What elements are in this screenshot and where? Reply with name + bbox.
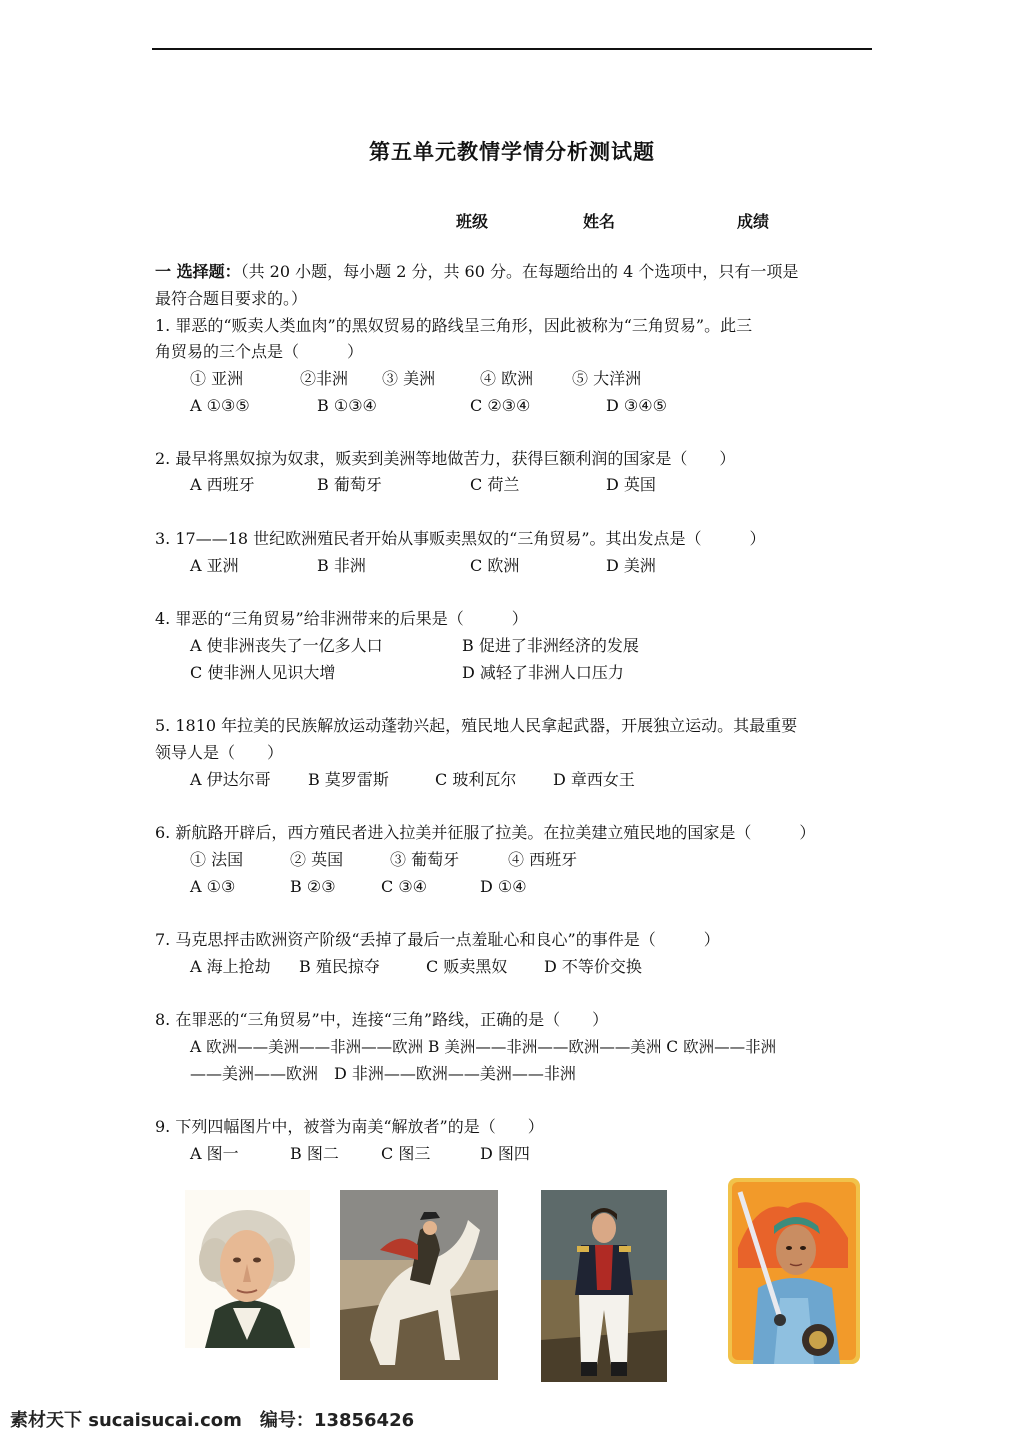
q9-option-d: D 图四	[480, 1144, 530, 1163]
q2-option-c: C 荷兰	[470, 475, 520, 494]
q1-item-2: ②非洲	[300, 369, 349, 388]
q2-stem: 2. 最早将黑奴掠为奴隶，贩卖到美洲等地做苦力，获得巨额利润的国家是（ ）	[155, 449, 736, 468]
q9-stem: 9. 下列四幅图片中，被誉为南美“解放者”的是（ ）	[155, 1117, 544, 1136]
q1-stem-2: 角贸易的三个点是（ ）	[155, 342, 364, 361]
name-label: 姓名	[583, 212, 616, 231]
q9-option-c: C 图三	[381, 1144, 431, 1163]
q6-item-3: ③ 葡萄牙	[390, 850, 460, 869]
q6-option-d: D ①④	[480, 877, 527, 896]
page-title: 第五单元教情学情分析测试题	[369, 140, 655, 164]
header-rule	[152, 48, 872, 50]
q4-option-b: B 促进了非洲经济的发展	[462, 636, 639, 655]
watermark-bar	[0, 1400, 1024, 1442]
equestrian-painting-icon	[340, 1190, 498, 1380]
q4-option-a: A 使非洲丧失了一亿多人口	[190, 636, 383, 655]
q8-options-1: A 欧洲——美洲——非洲——欧洲 B 美洲——非洲——欧洲——美洲 C 欧洲——非洲	[190, 1038, 777, 1056]
officer-portrait-icon	[541, 1190, 667, 1382]
q7-option-b: B 殖民掠夺	[299, 957, 380, 976]
q3-option-c: C 欧洲	[470, 556, 520, 575]
q5-stem-1: 5. 1810 年拉美的民族解放运动蓬勃兴起，殖民地人民拿起武器，开展独立运动。其最重要	[155, 716, 798, 735]
q1-option-a: A ①③⑤	[190, 396, 250, 415]
q6-option-c: C ③④	[381, 877, 428, 896]
q6-option-a: A ①③	[190, 877, 236, 896]
q1-option-c: C ②③④	[470, 396, 531, 415]
q7-option-c: C 贩卖黑奴	[426, 957, 508, 976]
portrait-icon	[185, 1190, 310, 1348]
section-instruction: （共 20 小题，每小题 2 分，共 60 分。在每题给出的 4 个选项中，只有一项是	[240, 262, 799, 281]
q1-stem-1: 1. 罪恶的“贩卖人类血肉”的黑奴贸易的路线呈三角形，因此被称为“三角贸易”。此三	[155, 316, 753, 335]
section-heading-line	[155, 261, 798, 283]
q5-option-d: D 章西女王	[553, 770, 635, 789]
q8-options-2: ——美洲——欧洲 D 非洲——欧洲——美洲——非洲	[190, 1064, 576, 1083]
q7-stem: 7. 马克思抨击欧洲资产阶级“丢掉了最后一点羞耻心和良心”的事件是（ ）	[155, 930, 720, 949]
q4-option-d: D 减轻了非洲人口压力	[462, 663, 624, 682]
q3-option-d: D 美洲	[606, 556, 656, 575]
q7-option-a: A 海上抢劫	[190, 957, 271, 976]
q1-option-d: D ③④⑤	[606, 396, 667, 415]
q5-stem-2: 领导人是（ ）	[155, 743, 284, 762]
q9-option-a: A 图一	[190, 1144, 239, 1163]
section-instruction-2: 最符合题目要求的。）	[155, 289, 308, 308]
q6-item-1: ① 法国	[190, 850, 244, 869]
q1-option-b: B ①③④	[317, 396, 377, 415]
class-label: 班级	[456, 212, 489, 231]
q6-option-b: B ②③	[290, 877, 336, 896]
q3-option-b: B 非洲	[317, 556, 366, 575]
q6-item-4: ④ 西班牙	[508, 850, 578, 869]
q9-option-b: B 图二	[290, 1144, 339, 1163]
q3-stem: 3. 17——18 世纪欧洲殖民者开始从事贩卖黑奴的“三角贸易”。其出发点是（ ）	[155, 529, 766, 548]
section-heading: 一 选择题：	[155, 262, 241, 281]
q6-item-2: ② 英国	[290, 850, 344, 869]
q5-option-a: A 伊达尔哥	[190, 770, 271, 789]
warrior-woman-icon	[728, 1178, 860, 1364]
q4-stem: 4. 罪恶的“三角贸易”给非洲带来的后果是（ ）	[155, 609, 528, 628]
q1-item-1: ① 亚洲	[190, 369, 244, 388]
q2-option-d: D 英国	[606, 475, 656, 494]
q5-option-b: B 莫罗雷斯	[308, 770, 389, 789]
q2-option-a: A 西班牙	[190, 475, 255, 494]
q4-option-c: C 使非洲人见识大增	[190, 663, 336, 682]
score-label: 成绩	[737, 212, 770, 231]
q1-item-5: ⑤ 大洋洲	[572, 369, 642, 388]
q1-item-4: ④ 欧洲	[480, 369, 534, 388]
q6-stem: 6. 新航路开辟后，西方殖民者进入拉美并征服了拉美。在拉美建立殖民地的国家是（ ）	[155, 823, 816, 842]
q8-stem: 8. 在罪恶的“三角贸易”中，连接“三角”路线，正确的是（ ）	[155, 1010, 609, 1029]
watermark-text: 素材天下 sucaisucai.com 编号：13856426	[10, 1410, 415, 1431]
q1-item-3: ③ 美洲	[382, 369, 436, 388]
q7-option-d: D 不等价交换	[544, 957, 642, 976]
q2-option-b: B 葡萄牙	[317, 475, 382, 494]
q3-option-a: A 亚洲	[190, 556, 239, 575]
q5-option-c: C 玻利瓦尔	[435, 770, 517, 789]
